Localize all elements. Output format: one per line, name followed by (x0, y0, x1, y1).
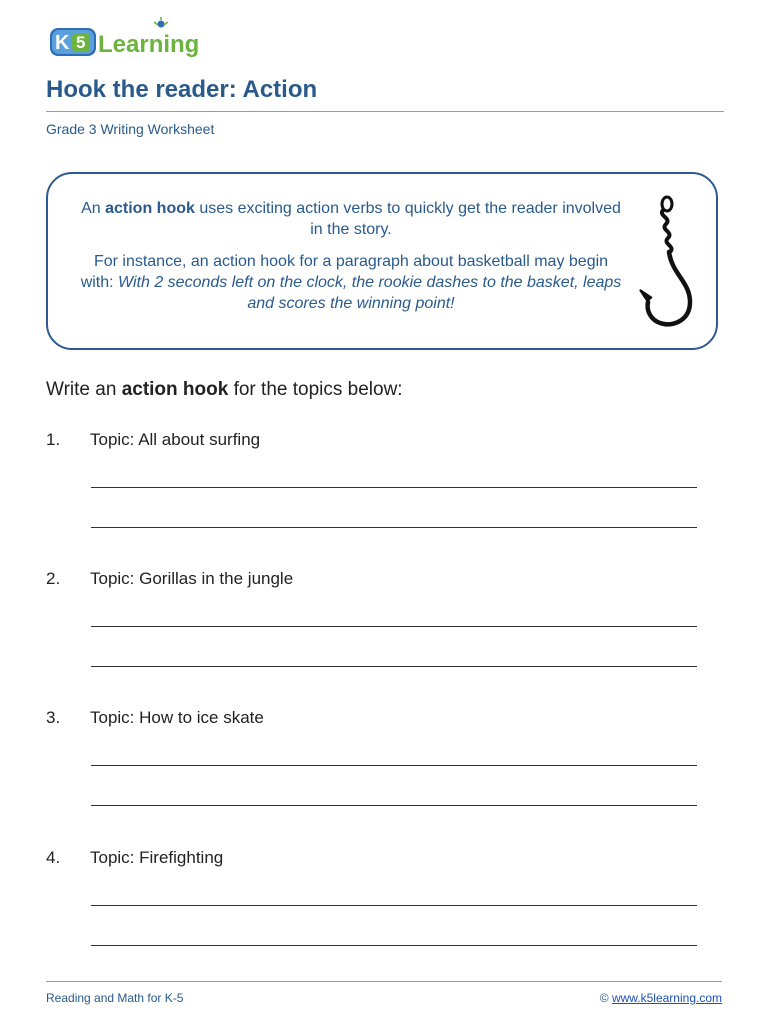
answer-line[interactable] (91, 527, 697, 528)
svg-text:K: K (55, 32, 70, 54)
example-sentence: With 2 seconds left on the clock, the rookie dashes to the basket, leaps and scores the winning point! (118, 274, 622, 312)
fish-hook-icon (632, 194, 702, 328)
answer-line[interactable] (91, 666, 697, 667)
question-topic: Topic: How to ice skate (90, 708, 264, 727)
copyright-symbol: © (599, 991, 609, 1005)
question-topic: Topic: Firefighting (90, 848, 224, 867)
instruction-text: Write an action hook for the topics below: (46, 379, 403, 400)
answer-line[interactable] (91, 805, 697, 806)
footer-tagline: Reading and Math for K-5 (46, 991, 184, 1005)
info-text (76, 198, 626, 314)
answer-line[interactable] (91, 765, 697, 766)
info-definition: An action hook uses exciting action verbs to quickly get the reader involved in the story. (81, 200, 621, 238)
answer-line[interactable] (91, 487, 697, 488)
action-hook-term: action hook (105, 200, 195, 217)
question-number: 1. (46, 430, 61, 449)
question-topic: Topic: All about surfing (90, 430, 261, 449)
instruction-term: action hook (121, 379, 229, 400)
question-number: 4. (46, 848, 61, 867)
page-title: Hook the reader: Action (46, 76, 318, 103)
website-link[interactable]: www.k5learning.com (611, 991, 722, 1005)
footer-copyright (600, 991, 722, 1005)
footer-divider (46, 981, 722, 982)
svg-text:Learning: Learning (98, 31, 200, 58)
question-number: 2. (46, 569, 61, 588)
answer-line[interactable] (91, 905, 697, 906)
info-box (46, 172, 718, 350)
worksheet-subtitle: Grade 3 Writing Worksheet (46, 121, 215, 137)
answer-line[interactable] (91, 945, 697, 946)
info-example: For instance, an action hook for a paragraph about basketball may begin with: With 2 seconds left on the clock, the rookie dashes to the basket, leaps and scores the winning point! (80, 253, 622, 312)
question-topic: Topic: Gorillas in the jungle (90, 569, 294, 588)
svg-text:5: 5 (76, 33, 86, 52)
k5-learning-logo (48, 16, 218, 60)
answer-line[interactable] (91, 626, 697, 627)
header-divider (46, 111, 724, 112)
question-number: 3. (46, 708, 61, 727)
